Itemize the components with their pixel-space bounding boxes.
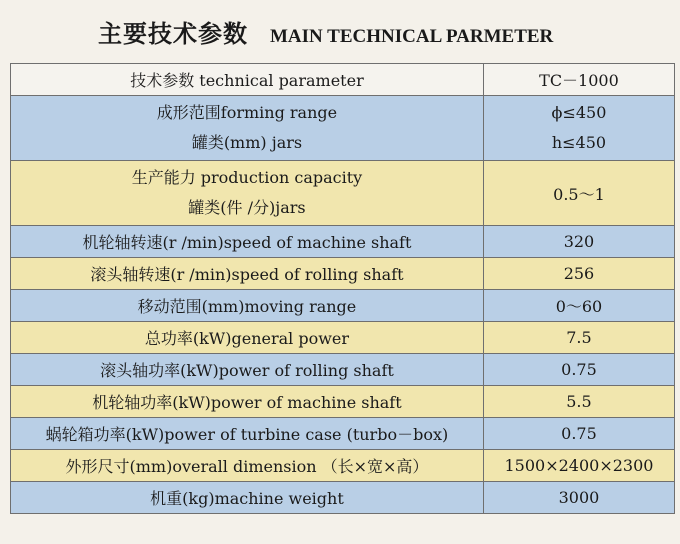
parameter-table bbox=[10, 63, 675, 514]
title-chinese: 主要技术参数 bbox=[98, 20, 248, 48]
value-cell bbox=[483, 96, 674, 161]
value-cell: 0.75 bbox=[483, 418, 674, 450]
table-header-row bbox=[11, 64, 675, 96]
param-cell: 机轮轴转速(r /min)speed of machine shaft bbox=[11, 226, 484, 258]
value-cell: 3000 bbox=[483, 482, 674, 514]
header-param-cell: 技术参数 technical parameter bbox=[11, 64, 484, 96]
param-cell bbox=[11, 96, 484, 161]
table-row bbox=[11, 322, 675, 354]
table-row bbox=[11, 161, 675, 226]
param-cell: 外形尺寸(mm)overall dimension （长×宽×高） bbox=[11, 450, 484, 482]
table-row bbox=[11, 290, 675, 322]
table-row bbox=[11, 354, 675, 386]
param-cell: 滚头轴转速(r /min)speed of rolling shaft bbox=[11, 258, 484, 290]
header-value-cell: TC－1000 bbox=[483, 64, 674, 96]
table-row bbox=[11, 450, 675, 482]
param-cell: 总功率(kW)general power bbox=[11, 322, 484, 354]
value-cell: 0.75 bbox=[483, 354, 674, 386]
table-row bbox=[11, 258, 675, 290]
param-label: 罐类(mm) jars bbox=[191, 133, 303, 152]
table-row bbox=[11, 96, 675, 161]
param-label: 生产能力 production capacity bbox=[131, 168, 363, 187]
value-cell: 0.5～1 bbox=[483, 161, 674, 226]
value-cell: 1500×2400×2300 bbox=[483, 450, 674, 482]
param-cell: 移动范围(mm)moving range bbox=[11, 290, 484, 322]
page-title bbox=[98, 14, 553, 49]
param-label: 成形范围forming range bbox=[156, 103, 338, 122]
table-row bbox=[11, 418, 675, 450]
param-cell bbox=[11, 161, 484, 226]
param-cell: 机重(kg)machine weight bbox=[11, 482, 484, 514]
table-row bbox=[11, 482, 675, 514]
value-cell: 7.5 bbox=[483, 322, 674, 354]
value-cell: 0～60 bbox=[483, 290, 674, 322]
value-cell: 320 bbox=[483, 226, 674, 258]
param-cell: 滚头轴功率(kW)power of rolling shaft bbox=[11, 354, 484, 386]
table-row bbox=[11, 226, 675, 258]
value-cell: 256 bbox=[483, 258, 674, 290]
param-value: ϕ≤450 bbox=[551, 103, 607, 122]
param-value: h≤450 bbox=[551, 133, 607, 152]
value-cell: 5.5 bbox=[483, 386, 674, 418]
param-label: 罐类(件 /分)jars bbox=[188, 198, 306, 217]
param-cell: 蜗轮箱功率(kW)power of turbine case (turbo－box) bbox=[11, 418, 484, 450]
param-cell: 机轮轴功率(kW)power of machine shaft bbox=[11, 386, 484, 418]
table-row bbox=[11, 386, 675, 418]
title-english: MAIN TECHNICAL PARMETER bbox=[270, 26, 554, 47]
